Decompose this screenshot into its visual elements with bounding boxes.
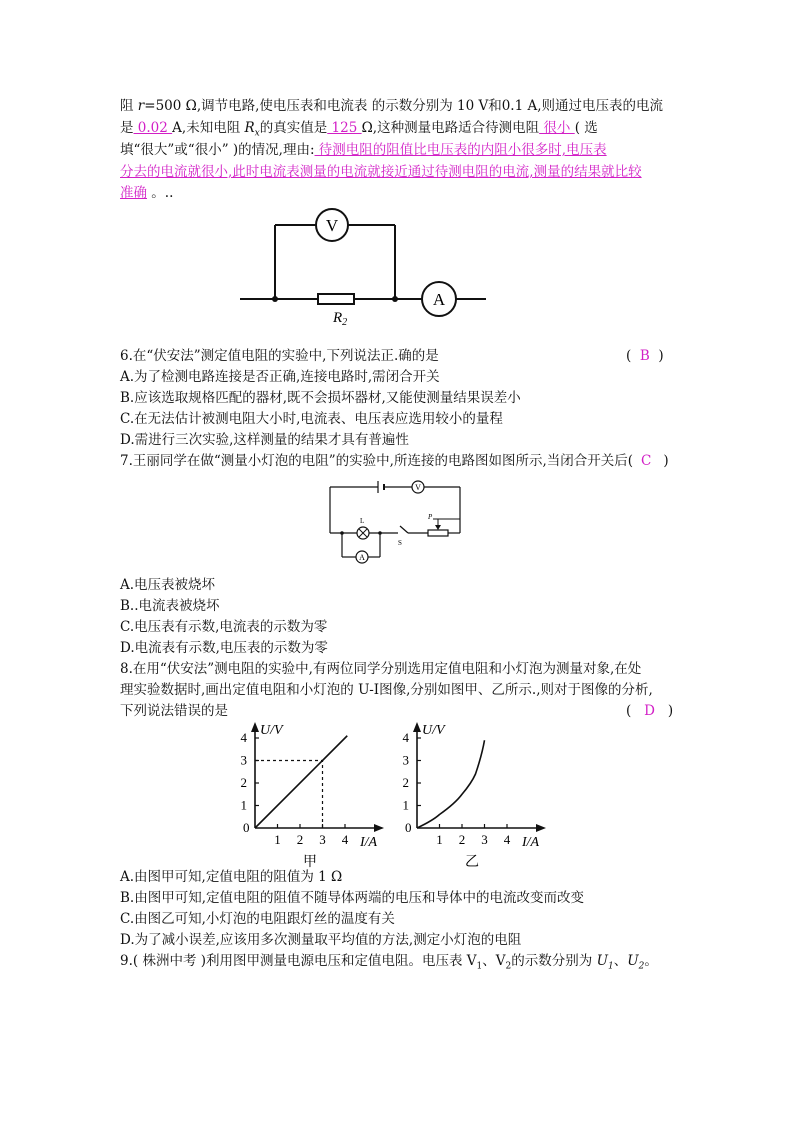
q6-stem: 6.在“伏安法”测定值电阻的实验中,下列说法正.确的是	[120, 348, 439, 364]
x-tick-label: 4	[341, 832, 349, 847]
q7-option-d: D.电流表有示数,电压表的示数为零	[120, 640, 328, 656]
circuit-figure-1	[230, 205, 500, 330]
svg-text:V: V	[415, 483, 421, 492]
q8-option-b: B.由图甲可知,定值电阻的阻值不随导体两端的电压和导体中的电流改变而改变	[120, 890, 585, 906]
circuit-figure-2	[320, 475, 470, 570]
y-axis-arrow	[251, 722, 259, 732]
answer-resistance: 125	[327, 120, 362, 136]
x-axis-label: I/A	[360, 835, 378, 850]
q9-stem: 9.( 株洲中考 )利用图甲测量电源电压和定值电阻。电压表 $V_1$、$V_2$的示数分别为 $U_1$、$U_2$。	[120, 953, 658, 972]
q6-option-b: B.应该选取规格匹配的器材,既不会损坏器材,又能使测量结果误差小	[120, 390, 521, 406]
answer-size: 很小	[539, 120, 575, 136]
resistor-label: $R_2$	[333, 310, 348, 328]
graph-yi	[392, 720, 562, 870]
svg-text:L: L	[360, 517, 365, 525]
x-axis-label: I/A	[522, 835, 540, 850]
y-tick-label: 3	[402, 752, 409, 768]
q6-option-a: A.为了检测电路连接是否正确,连接电路时,需闭合开关	[120, 369, 440, 385]
y-tick-label: 1	[240, 797, 247, 813]
x-tick-label: 2	[296, 832, 304, 847]
q6-option-d: D.需进行三次实验,这样测量的结果才具有普遍性	[120, 432, 409, 448]
junction-dot-a	[340, 531, 344, 535]
junction-dot-b	[378, 531, 382, 535]
y-tick-label: 3	[240, 752, 247, 768]
x-axis-arrow	[374, 824, 384, 832]
q5-line-3: 填“很大”或“很小” )的情况,理由: 待测电阻的阻值比电压表的内阻小很多时,电压表	[120, 142, 607, 158]
svg-text:P: P	[428, 513, 433, 521]
q8-stem-2: 理实验数据时,画出定值电阻和小灯泡的 U-I图像,分别如图甲、乙所示.,则对于图像的分析,	[120, 682, 653, 698]
graph-caption-yi: 乙	[465, 855, 479, 870]
q5-line-5: 准确 。..	[120, 185, 174, 201]
q5-line-4	[120, 162, 642, 182]
answer-reason-part3: 准确	[120, 185, 147, 201]
x-tick-label: 4	[503, 832, 511, 847]
svg-text:A: A	[432, 290, 446, 309]
q8-stem-1: 8.在用“伏安法”测电阻的实验中,有两位同学分别选用定值电阻和小灯泡为测量对象,在处	[120, 661, 642, 677]
q6-option-c: C.在无法估计被测电阻大小时,电流表、电压表应选用较小的量程	[120, 411, 503, 427]
x-tick-label: 2	[458, 832, 466, 847]
q6-answer: B	[639, 348, 650, 364]
graph-caption-jia: 甲	[303, 855, 317, 870]
q8-option-c: C.由图乙可知,小灯泡的电阻跟灯丝的温度有关	[120, 911, 395, 927]
rheostat-symbol	[428, 530, 448, 536]
junction-dot-right	[392, 296, 398, 302]
y-axis-label: U/V	[422, 723, 445, 738]
y-tick-label: 1	[402, 797, 409, 813]
junction-dot-left	[272, 296, 278, 302]
q8-option-a: A.由图甲可知,定值电阻的阻值为 1 Ω	[120, 869, 343, 885]
answer-current: 0.02	[133, 120, 173, 136]
svg-text:A: A	[359, 553, 365, 562]
resistor-symbol	[318, 294, 354, 304]
y-tick-label: 2	[240, 775, 247, 790]
q7-option-b: B..电流表被烧坏	[120, 598, 220, 614]
x-tick-label: 1	[274, 832, 281, 847]
x-tick-label: 3	[319, 832, 326, 847]
origin-label: 0	[405, 820, 412, 835]
answer-reason-part1: 待测电阻的阻值比电压表的内阻小很多时,电压表	[314, 142, 607, 158]
origin-label: 0	[243, 820, 250, 835]
svg-text:V: V	[325, 216, 339, 235]
q8-answer: D	[644, 703, 655, 719]
x-tick-label: 1	[436, 832, 443, 847]
q7-stem: 7.王丽同学在做“测量小灯泡的电阻”的实验中,所连接的电路图如图所示,当闭合开关后( C )	[120, 453, 669, 469]
y-axis-label: U/V	[260, 723, 283, 738]
q5-line-2: 是 0.02 A,未知电阻 $R_x$的真实值是 125 Ω,这种测量电路适合待测电阻 很小 ( 选	[120, 120, 598, 139]
y-tick-label: 4	[240, 730, 247, 745]
answer-reason-part2: 分去的电流就很小,此时电流表测量的电流就接近通过待测电阻的电流,测量的结果就比较	[120, 164, 642, 180]
graph-jia	[230, 720, 400, 870]
y-tick-label: 4	[402, 730, 409, 745]
y-axis-arrow	[413, 722, 421, 732]
q5-line-1: 阻 r=500 Ω,调节电路,使电压表和电流表 的示数分别为 10 V和0.1 A,则通过电压表的电流	[120, 98, 664, 114]
q6-answer-bracket: ( B )	[626, 348, 664, 364]
q7-option-a: A.电压表被烧坏	[120, 577, 216, 593]
y-tick-label: 2	[402, 775, 409, 790]
q7-answer: C	[641, 453, 652, 469]
q8-option-d: D.为了减小误差,应该用多次测量取平均值的方法,测定小灯泡的电阻	[120, 932, 522, 948]
q8-answer-bracket: ( D )	[626, 703, 674, 719]
series-line-resistor	[255, 736, 347, 828]
q8-stem-3: 下列说法错误的是	[120, 703, 228, 719]
svg-text:S: S	[398, 539, 402, 547]
x-tick-label: 3	[481, 832, 488, 847]
x-axis-arrow	[536, 824, 546, 832]
rheostat-arrow	[435, 525, 441, 530]
q7-option-c: C.电压表有示数,电流表的示数为零	[120, 619, 328, 635]
series-line-lamp	[417, 740, 485, 828]
